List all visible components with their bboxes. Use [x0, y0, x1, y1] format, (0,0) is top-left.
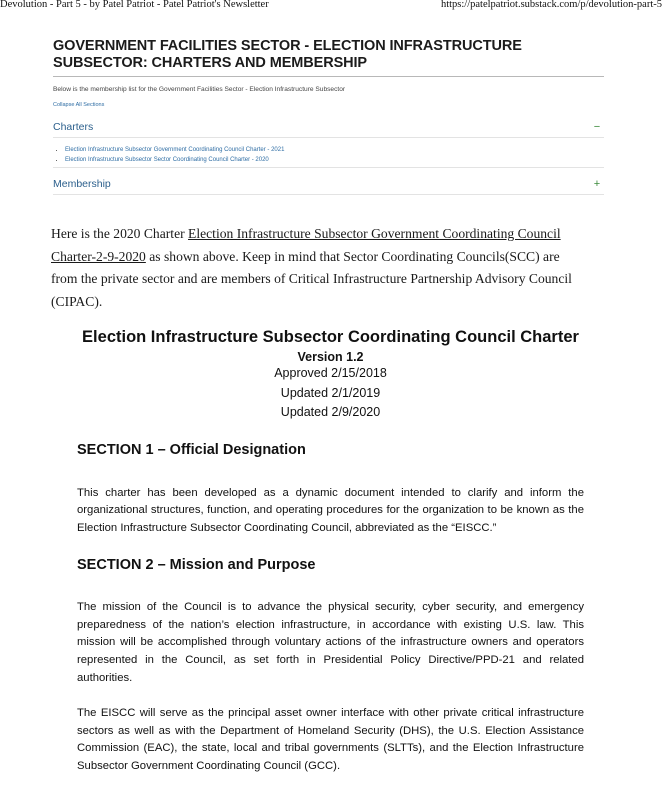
charter-updated-date-1: Updated 2/1/2019	[280, 385, 381, 400]
section-1-heading: SECTION 1 – Official Designation	[77, 441, 306, 458]
charter-updated-date-2: Updated 2/9/2020	[280, 405, 381, 419]
membership-divider	[53, 194, 604, 195]
section-2-paragraph-1: The mission of the Council is to advance the physical security, cyber security, and emergency preparedness of the nation’s election infrastructure, in accordance with existing U.S. law. This mission will be accomplished through voluntary actions of the infrastructure owners and operators represented in the Council, as set forth in Presidential Policy Directive/PPD-21 and related authorities.	[77, 600, 584, 685]
page-title-header: Devolution - Part 5 - by Patel Patriot - Patel Patriot's Newsletter	[0, 0, 269, 10]
browser-print-header	[0, 0, 662, 14]
charter-document-image	[77, 326, 584, 776]
charter-approved-date: Approved 2/15/2018	[274, 366, 387, 380]
panel-title: GOVERNMENT FACILITIES SECTOR - ELECTION INFRASTRUCTURE SUBSECTOR: CHARTERS AND MEMBERSHIP	[53, 38, 522, 71]
page-url-header: https://patelpatriot.substack.com/p/devolution-part-5	[440, 0, 662, 10]
charters-accordion-header[interactable]	[53, 119, 604, 135]
charters-bottom-divider	[53, 167, 604, 168]
panel-intro: Below is the membership list for the Government Facilities Sector - Election Infrastructure Subsector	[53, 86, 346, 93]
membership-accordion-header[interactable]	[53, 176, 604, 192]
membership-title: Membership	[53, 178, 111, 190]
charters-divider	[53, 137, 604, 138]
collapse-minus-icon[interactable]: −	[593, 121, 601, 133]
charters-title: Charters	[53, 121, 94, 133]
section-1-text: This charter has been developed as a dynamic document intended to clarify and inform the organizational structures, function, and operating procedures for the organization to be known as the Election Infrastructure Subsector Coordinating Council, abbreviated as the “EISCC.”	[77, 486, 584, 535]
charter-title: Election Infrastructure Subsector Coordinating Council Charter	[82, 328, 579, 346]
section-2-heading: SECTION 2 – Mission and Purpose	[77, 556, 316, 573]
charters-list	[53, 145, 604, 165]
article-paragraph	[51, 223, 581, 313]
charter-link-scc-2020[interactable]: • Election Infrastructure Subsector Sector Coordinating Council Charter - 2020	[65, 155, 604, 165]
title-divider	[53, 76, 604, 77]
charter-document-link[interactable]: Election Infrastructure Subsector Government Coordinating Council Charter-2-9-2020	[51, 226, 561, 264]
paragraph-lead-text: Here is the 2020 Charter	[51, 226, 189, 241]
paragraph-trail-text: as shown above. Keep in mind that Sector Coordinating Councils(SCC) are from the private sector and are members of Critical Infrastructure Partnership Advisory Council (CIPAC).	[51, 248, 572, 309]
charter-link-gcc-2021[interactable]: • Election Infrastructure Subsector Government Coordinating Council Charter - 2021	[65, 145, 604, 155]
charter-version: Version 1.2	[297, 350, 364, 364]
collapse-all-link[interactable]: Collapse All Sections	[53, 102, 105, 108]
gov-facilities-panel	[53, 38, 604, 195]
section-2-paragraph-2: The EISCC will serve as the principal asset owner interface with other private critical infrastructure sectors as well as with the Department of Homeland Security (DHS), the U.S. Election Assistance Commission (EAC), the state, local and tribal governments (SLTTs), and the Election Infrastructure Subsector Government Coordinating Council (GCC).	[77, 706, 584, 773]
expand-plus-icon[interactable]: +	[593, 178, 601, 190]
